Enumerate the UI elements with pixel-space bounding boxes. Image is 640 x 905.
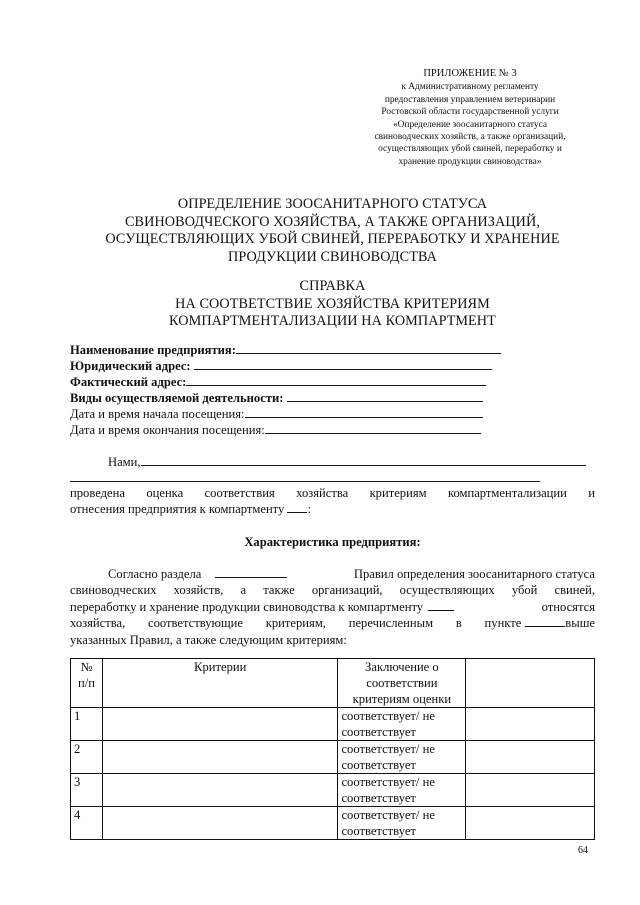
- main-title-line: СВИНОВОДЧЕСКОГО ХОЗЯЙСТВА, А ТАКЖЕ ОРГАНИЗАЦИЙ,: [124, 213, 541, 230]
- criteria-table: [70, 658, 595, 840]
- annex-block: [350, 68, 590, 168]
- main-title: [70, 196, 595, 266]
- row-number: 1: [71, 708, 103, 741]
- main-title-line: ОПРЕДЕЛЕНИЕ ЗООСАНИТАРНОГО СТАТУСА: [177, 196, 488, 212]
- row-criteria[interactable]: [102, 741, 338, 774]
- header-criteria: Критерии: [102, 659, 338, 708]
- legal-address-label: Юридический адрес:: [70, 359, 191, 373]
- table-row: [71, 807, 595, 840]
- row-number: 2: [71, 741, 103, 774]
- actual-address-field: [70, 374, 486, 390]
- table-row: [71, 741, 595, 774]
- row-extra[interactable]: [466, 708, 595, 741]
- main-title-line: ПРОДУКЦИИ СВИНОВОДСТВА: [228, 248, 437, 265]
- enterprise-name-field: [70, 342, 501, 358]
- certificate-title: [70, 278, 595, 331]
- activities-field: [70, 390, 483, 406]
- assessment-suffix: :: [307, 502, 311, 517]
- according-line-1: [70, 566, 595, 582]
- characteristics-heading: Характеристика предприятия:: [244, 535, 421, 549]
- according-line4a: хозяйства, соответствующие критериям, перечисленным в пункте: [70, 616, 522, 631]
- compartment-input[interactable]: [287, 501, 307, 513]
- by-us-input[interactable]: [141, 454, 586, 466]
- by-us-label: Нами,: [108, 455, 141, 469]
- actual-address-input[interactable]: [186, 374, 486, 386]
- enterprise-name-input[interactable]: [236, 342, 501, 354]
- by-us-line: [108, 454, 586, 470]
- visit-end-input[interactable]: [265, 422, 481, 434]
- according-p2: Правил определения зоосанитарного статуса: [353, 567, 595, 581]
- row-extra[interactable]: [466, 807, 595, 840]
- actual-address-label: Фактический адрес:: [70, 375, 187, 389]
- main-title-line: ОСУЩЕСТВЛЯЮЩИХ УБОЙ СВИНЕЙ, ПЕРЕРАБОТКУ И ХРАНЕНИЕ: [105, 231, 560, 248]
- section-input[interactable]: [215, 566, 287, 578]
- visit-start-field: [70, 406, 483, 422]
- assessment-line-2: [70, 501, 595, 517]
- annex-line: свиноводческих хозяйств, а также организаций,: [374, 132, 566, 143]
- item-number-input[interactable]: [525, 615, 565, 627]
- row-criteria[interactable]: [102, 708, 338, 741]
- annex-line: предоставления управлением ветеринарии: [384, 94, 556, 105]
- row-conclusion: соответствует/ не соответствует: [338, 807, 466, 840]
- by-us-continuation-line[interactable]: [70, 481, 540, 482]
- visit-end-label: Дата и время окончания посещения:: [70, 423, 265, 437]
- certificate-title-line: КОМПАРТМЕНТАЛИЗАЦИИ НА КОМПАРТМЕНТ: [169, 313, 496, 330]
- table-header-row: [71, 659, 595, 708]
- header-extra: [466, 659, 595, 708]
- visit-start-input[interactable]: [245, 406, 483, 418]
- row-conclusion: соответствует/ не соответствует: [338, 708, 466, 741]
- table-row: [71, 708, 595, 741]
- annex-line: Ростовской области государственной услуги: [381, 107, 559, 118]
- legal-address-field: [70, 358, 492, 374]
- assessment-paragraph: [70, 485, 595, 518]
- visit-end-field: [70, 422, 481, 438]
- row-number: 3: [71, 774, 103, 807]
- annex-line: осуществляющих убой свиней, переработку и: [378, 144, 562, 155]
- according-line3b: относятся: [541, 599, 595, 614]
- according-line-3: [70, 599, 595, 615]
- according-line4b: выше: [565, 616, 595, 631]
- row-extra[interactable]: [466, 774, 595, 807]
- page-number: 64: [578, 845, 588, 856]
- visit-start-label: Дата и время начала посещения:: [70, 407, 245, 421]
- enterprise-name-label: Наименование предприятия:: [70, 343, 236, 357]
- according-p1: Согласно раздела: [108, 567, 202, 581]
- row-number: 4: [71, 807, 103, 840]
- header-conclusion: Заключение о соответствии критериям оценки: [338, 659, 466, 708]
- certificate-title-line: СПРАВКА: [299, 278, 366, 294]
- annex-line: «Определение зоосанитарного статуса: [392, 119, 548, 130]
- assessment-line-1: проведена оценка соответствия хозяйства критериям компартментализации и: [70, 486, 595, 500]
- row-conclusion: соответствует/ не соответствует: [338, 741, 466, 774]
- row-criteria[interactable]: [102, 807, 338, 840]
- compartment-number-input[interactable]: [428, 599, 454, 611]
- row-extra[interactable]: [466, 741, 595, 774]
- header-number: № п/п: [71, 659, 103, 708]
- according-line-5: указанных Правил, а также следующим критериям:: [70, 632, 347, 647]
- legal-address-input[interactable]: [194, 358, 492, 370]
- annex-title: ПРИЛОЖЕНИЕ № 3: [423, 68, 517, 79]
- activities-label: Виды осуществляемой деятельности:: [70, 391, 284, 405]
- according-paragraph: [70, 566, 595, 648]
- assessment-prefix: отнесения предприятия к компартменту: [70, 502, 285, 517]
- annex-line: к Административному регламенту: [401, 82, 539, 93]
- table-row: [71, 774, 595, 807]
- activities-input[interactable]: [287, 390, 483, 402]
- row-conclusion: соответствует/ не соответствует: [338, 774, 466, 807]
- according-line-2: свиноводческих хозяйств, а также организаций, осуществляющих убой свиней,: [70, 583, 595, 598]
- certificate-title-line: НА СООТВЕТСТВИЕ ХОЗЯЙСТВА КРИТЕРИЯМ: [175, 295, 490, 312]
- according-line-4: [70, 615, 595, 631]
- according-line3a: переработку и хранение продукции свиноводства к компартменту: [70, 599, 424, 614]
- annex-line: хранение продукции свиноводства»: [398, 156, 542, 167]
- row-criteria[interactable]: [102, 774, 338, 807]
